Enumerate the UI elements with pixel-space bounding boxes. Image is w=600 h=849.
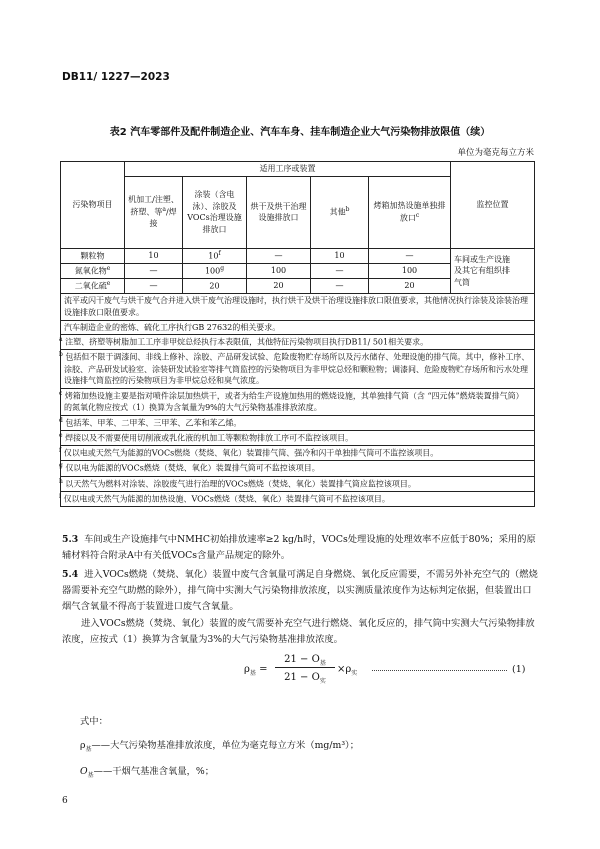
doc-code: DB11/ 1227—2023 xyxy=(62,71,170,83)
definition-rho: $\rho_基——$大气污染物基准排放浓度，单位为毫克每立方米（mg/m³）； xyxy=(80,740,359,753)
where-label: 式中： xyxy=(80,716,108,727)
cell: — xyxy=(125,279,183,294)
formula-numerator: $21 - O_基$ xyxy=(275,654,335,668)
col-oven: 烤箱加热设施单独排放口$^c$ xyxy=(369,176,451,248)
cell: 10$^f$ xyxy=(183,248,247,263)
cell: — xyxy=(311,279,369,294)
footnote: $^c$ 烤箱加热设施主要是指对喷件涂层加热烘干，或者为给生产设施加热用的燃烧设施，其单独排气筒（含 “四元体”燃烧装置排气筒）的氮氧化物应按式（1）换算为含氧量为9%的大气污染物基准排放浓度。 xyxy=(61,388,535,415)
footnote: $^f$ 仅以电或天然气为能源的VOCs燃烧（焚烧、氧化）装置排气筒、强冷和闪干单独排气筒可不监控该项目。 xyxy=(61,446,535,461)
clause-5-4: 5.4 进入VOCs燃烧（焚烧、氧化）装置中废气含氧量可满足自身燃烧、氧化反应需要，不需另外补充空气的（燃烧器需要补充空气助燃的除外），排气筒中实测大气污染物排放浓度，以实测质量浓度作为达标判定依据，但装置出口烟气含氧量不得高于装置进口废气含氧量。 xyxy=(62,569,538,612)
formula-rhs: $\times\rho_实$ xyxy=(337,664,358,677)
row-name: 二氧化硫$^e$ xyxy=(61,279,125,294)
row-name: 颗粒物 xyxy=(61,248,125,263)
footnote: $^e$ 焊接以及不需要使用切削液或乳化液的机加工等颗粒物排放工序可不监控该项目。 xyxy=(61,430,535,445)
table-note: 流平或闪干废气与烘干废气合并进入烘干废气治理设施时，执行烘干及烘干治理设施排放口限值要求，其他情况执行涂装及涂装治理设施排放口限值要求。 xyxy=(61,294,535,320)
footnote: $^b$ 包括但不限于调漆间、非线上修补、涂胶、产品研发试验、危险废物贮存场所以及污水储存、处理设施的排气筒。其中，修补工序、涂胶、产品研发试验室、涂装研发试验室等排气筒监控的污染物项目为非甲烷总烃和颗粒物；调漆间、危险废物贮存场所和污水处理设施排气筒监控的污染物项目为非甲烷总烃和臭气浓度。 xyxy=(61,350,535,388)
cell: 100$^g$ xyxy=(183,263,247,278)
cell: 20 xyxy=(183,279,247,294)
clause-5-3: 5.3 车间或生产设施排气中NMHC初始排放速率≥2 kg/h时，VOCs处理设施的处理效率不应低于80%；采用的原辅材料符合附录A中有关低VOCs含量产品规定的除外。 xyxy=(62,534,536,561)
page-number: 6 xyxy=(62,796,68,806)
col-drying: 烘干及烘干治理设施排放口 xyxy=(247,176,311,248)
cell: 10 xyxy=(125,248,183,263)
col-pollutant: 污染物项目 xyxy=(61,162,125,249)
footnote: $^i$ 仅以电或天然气为能源的加热设施、VOCs燃烧（焚烧、氧化）装置排气筒可不监控该项目。 xyxy=(61,491,535,506)
formula-leader-dots xyxy=(372,662,507,671)
row-name: 氮氧化物$^e$ xyxy=(61,263,125,278)
cell: 20 xyxy=(247,279,311,294)
footnote: $^h$ 以天然气为燃料对涂装、涂胶废气进行治理的VOCs燃烧（焚烧、氧化）装置排气筒应监控该项目。 xyxy=(61,476,535,491)
clause-5-4-para2: 进入VOCs燃烧（焚烧、氧化）装置的废气需要补充空气进行燃烧、氧化反应的，排气筒中实测大气污染物排放浓度，应按式（1）换算为含氧量为3%的大气污染物基准排放浓度。 xyxy=(62,618,535,645)
cell: — xyxy=(247,248,311,263)
group-header: 适用工序或装置 xyxy=(125,162,451,177)
table-title: 表2 汽车零部件及配件制造企业、汽车车身、挂车制造企业大气污染物排放限值（续） xyxy=(109,127,491,138)
cell: — xyxy=(311,263,369,278)
formula-lhs: $\rho_基$ = xyxy=(244,664,268,677)
footnote: $^g$ 仅以电为能源的VOCs燃烧（焚烧、氧化）装置排气筒可不监控该项目。 xyxy=(61,461,535,476)
cell: 100 xyxy=(369,263,451,278)
table-note: 汽车制造企业的密炼、硫化工序执行GB 27632的相关要求。 xyxy=(61,320,535,335)
definition-o2: $O_基——$干烟气基准含氧量，%； xyxy=(80,766,215,779)
monitor-location: 车间或生产设施 及其它有组织排 气筒 xyxy=(451,248,535,294)
footnote: $^d$ 包括苯、甲苯、二甲苯、三甲苯、乙苯和苯乙烯。 xyxy=(61,415,535,430)
col-machining: 机加工/注塑、挤塑、等$^a$/焊接 xyxy=(125,176,183,248)
cell: 100 xyxy=(247,263,311,278)
cell: — xyxy=(369,248,451,263)
table-unit: 单位为毫克每立方米 xyxy=(457,148,534,158)
cell: 20 xyxy=(369,279,451,294)
formula-number: (1) xyxy=(512,664,526,675)
formula-denominator: $21 - O_实$ xyxy=(284,672,326,685)
cell: 10 xyxy=(311,248,369,263)
col-coating: 涂装（含电泳）、涂胶及VOCs治理设施排放口 xyxy=(183,176,247,248)
footnote: $^a$ 注塑、挤塑等树脂加工工序非甲烷总烃执行本表限值，其他特征污染物项目执行DB11/ 501相关要求。 xyxy=(61,335,535,350)
emission-limits-table xyxy=(60,161,535,507)
cell: — xyxy=(125,263,183,278)
col-monitor: 监控位置 xyxy=(451,162,535,249)
col-other: 其他$^b$ xyxy=(311,176,369,248)
